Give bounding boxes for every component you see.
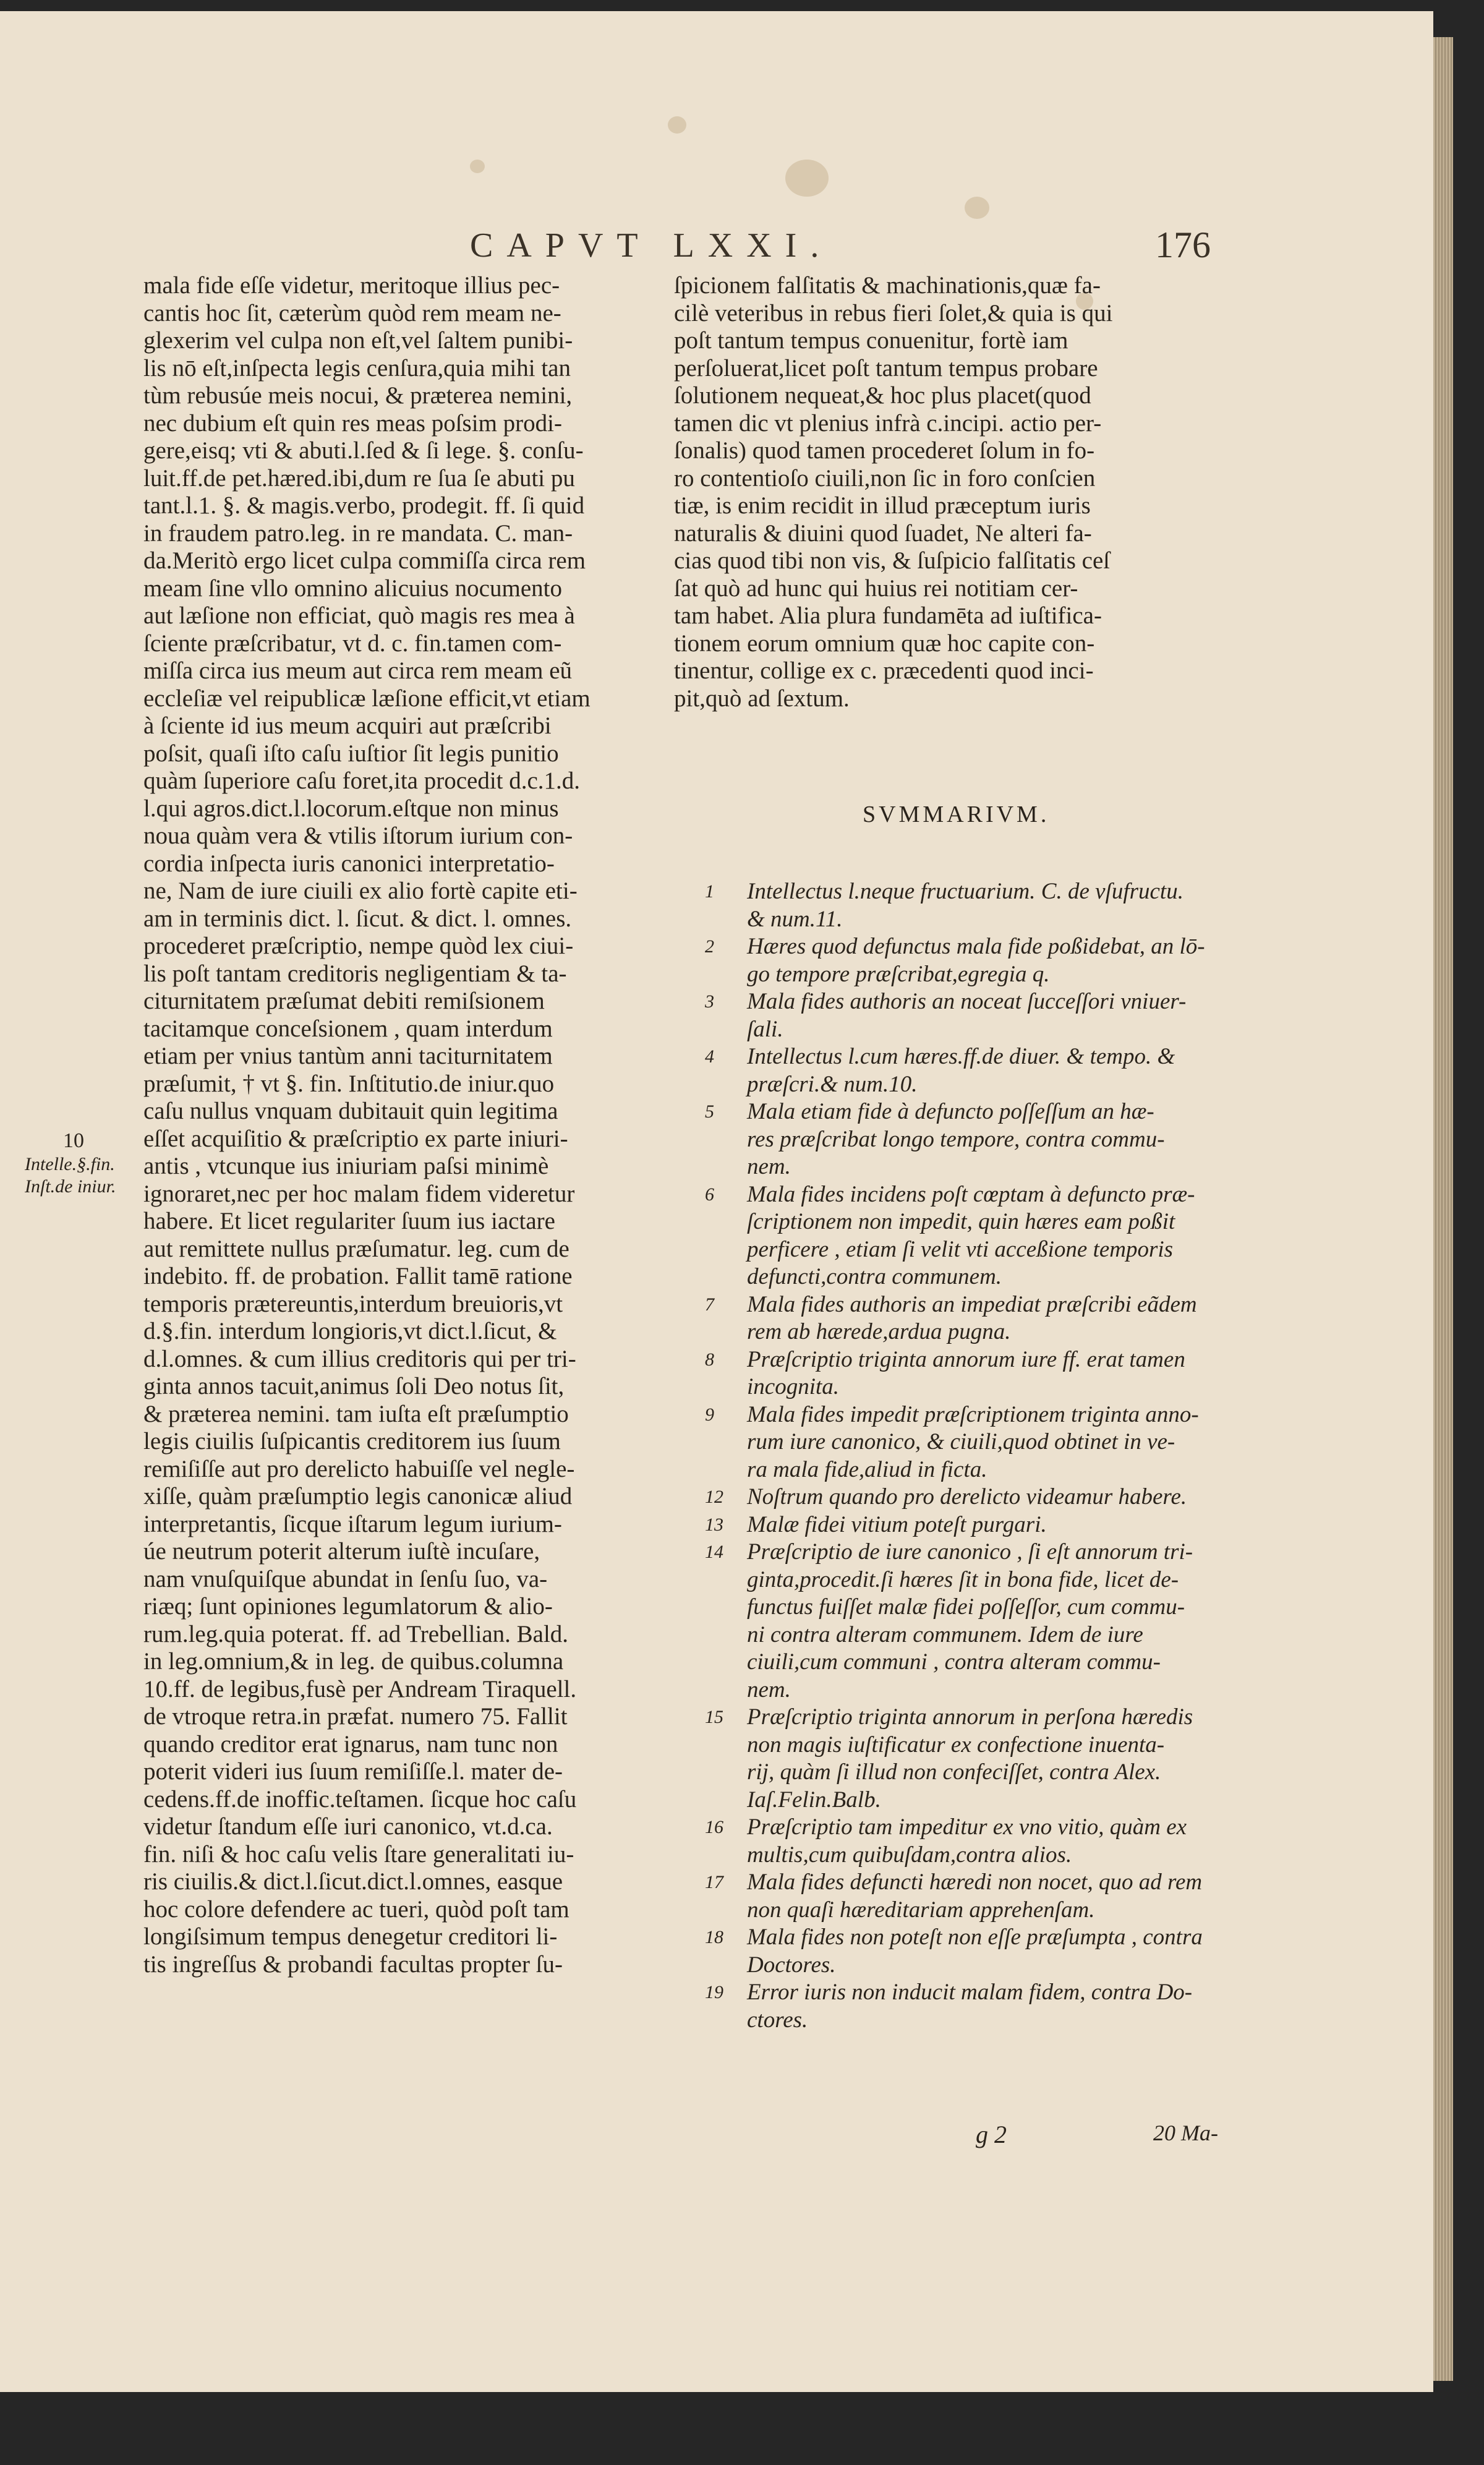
summary-entry-number: 8 xyxy=(705,1349,714,1370)
summary-entry-text xyxy=(747,1979,1249,2034)
margin-note-line: Inſt.de iniur. xyxy=(25,1176,116,1197)
summary-entry-text xyxy=(747,1098,1249,1181)
summary-entry-text xyxy=(747,1814,1249,1869)
text-line: nec dubium eſt quin res meas poſsim prodi- xyxy=(143,409,562,437)
summary-entry-text xyxy=(747,1346,1249,1401)
text-line: nam vnuſquiſque abundat in ſenſu ſuo, va- xyxy=(143,1565,548,1592)
text-line: poſt tantum tempus conuenitur, fortè iam xyxy=(674,327,1068,354)
text-line: antis , vtcunque ius iniuriam paſsi minimè xyxy=(143,1153,549,1179)
summary-entry-number: 17 xyxy=(705,1872,723,1892)
summary-entry xyxy=(705,1346,1249,1401)
text-line: tùm rebusúe meis nocui, & præterea nemini, xyxy=(143,382,573,409)
text-line: úe neutrum poterit alterum iuſtè incuſare, xyxy=(143,1538,540,1565)
summary-entry-text xyxy=(747,1181,1249,1291)
summary-entry-line: ctores. xyxy=(747,2007,808,2033)
text-line: xiſſe, quàm præſumptio legis canonicæ aliud xyxy=(143,1483,573,1510)
text-line: procederet præſcriptio, nempe quòd lex ciui- xyxy=(143,933,574,959)
summary-entry xyxy=(705,988,1249,1043)
text-line: in fraudem patro.leg. in re mandata. C. man- xyxy=(143,519,573,547)
stain xyxy=(965,197,989,219)
left-column xyxy=(143,272,663,1978)
summary-entry-line: Mala fides defuncti hæredi non nocet, quo ad rem xyxy=(747,1869,1203,1895)
text-line: perſoluerat,licet poſt tantum tempus probare xyxy=(674,354,1098,382)
summary-entry-line: non quaſi hæreditariam apprehenſam. xyxy=(747,1897,1095,1923)
signature-mark: g 2 xyxy=(976,2121,1007,2148)
text-line: habere. Et licet regulariter ſuum ius iactare xyxy=(143,1208,555,1234)
summary-entry-number: 4 xyxy=(705,1046,714,1067)
text-line: l.qui agros.dict.l.locorum.eſtque non minus xyxy=(143,795,559,822)
summary-entry-number: 19 xyxy=(705,1982,723,2002)
text-line: meam ſine vllo omnino alicuius nocumento xyxy=(143,575,562,602)
summary-entry-text xyxy=(747,933,1249,988)
summary-entry-text xyxy=(747,878,1249,933)
text-line: videtur ſtandum eſſe iuri canonico, vt.d.ca. xyxy=(143,1813,553,1840)
summary-entry-number: 15 xyxy=(705,1707,723,1727)
text-line: eccleſiæ vel reipublicæ læſione efficit,vt etiam xyxy=(143,685,591,712)
summary-entry-line: Iaſ.Felin.Balb. xyxy=(747,1787,881,1813)
text-line: ro contentioſo ciuili,non ſic in foro conſcien xyxy=(674,464,1096,492)
summary-entry-number: 1 xyxy=(705,881,714,902)
summary-entry-line: go tempore præſcribat,egregia q. xyxy=(747,961,1050,987)
text-line: luit.ff.de pet.hæred.ibi,dum re ſua ſe abuti pu xyxy=(143,464,575,492)
summary-entry xyxy=(705,933,1249,988)
text-line: ſolutionem nequeat,& hoc plus placet(quod xyxy=(674,382,1091,409)
summary-entry-text xyxy=(747,1043,1249,1098)
text-line: rum.leg.quia poterat. ff. ad Trebellian. Bald. xyxy=(143,1620,569,1647)
text-line: tionem eorum omnium quæ hoc capite con- xyxy=(674,630,1095,657)
page-number: 176 xyxy=(1155,224,1211,265)
text-line: ſpicionem falſitatis & machinationis,quæ fa- xyxy=(674,272,1101,299)
text-line: caſu nullus vnquam dubitauit quin legitima xyxy=(143,1098,558,1124)
text-line: glexerim vel culpa non eſt,vel ſaltem punibi- xyxy=(143,327,573,354)
summary-entry-line: ciuili,cum communi , contra alteram commu- xyxy=(747,1649,1161,1675)
text-line: ſciente præſcribatur, vt d. c. fin.tamen com- xyxy=(143,630,562,657)
summary-entry-text xyxy=(747,1291,1249,1346)
summary-entry-number: 9 xyxy=(705,1404,714,1425)
summary-entry-text xyxy=(747,1869,1249,1924)
text-line: tam habet. Alia plura fundamēta ad iuſtifica- xyxy=(674,602,1102,629)
text-line: aut remittete nullus præſumatur. leg. cum de xyxy=(143,1235,569,1262)
text-line: am in terminis dict. l. ſicut. & dict. l. omnes. xyxy=(143,905,572,932)
summary-entry-number: 13 xyxy=(705,1514,723,1535)
summary-entry-line: ſali. xyxy=(747,1016,783,1042)
summary-entry-line: perficere , etiam ſi velit vti acceßione temporis xyxy=(747,1236,1174,1262)
summary-entry-line: Noſtrum quando pro derelicto videamur habere. xyxy=(747,1484,1187,1510)
summary-entry-line: præſcri.& num.10. xyxy=(747,1071,918,1097)
summary-entry-line: non magis iuſtificatur ex confectione inuenta- xyxy=(747,1732,1165,1758)
summary-entry-line: Mala fides incidens poſt cœptam à defuncto præ- xyxy=(747,1181,1195,1207)
text-line: interpretantis, ſicque iſtarum legum iurium- xyxy=(143,1510,562,1537)
text-line: cantis hoc ſit, cæterùm quòd rem meam ne- xyxy=(143,299,561,327)
summary-entry-line: Mala fides impedit præſcriptionem triginta anno- xyxy=(747,1401,1199,1427)
text-line: ſat quò ad hunc qui huius rei notitiam cer- xyxy=(674,575,1078,602)
text-line: cias quod tibi non vis, & ſuſpicio falſitatis ceſ xyxy=(674,547,1111,574)
catchword: 20 Ma- xyxy=(1153,2121,1218,2145)
text-line: tant.l.1. §. & magis.verbo, prodegit. ff. ſi quid xyxy=(143,492,585,519)
summary-title: SVMMARIVM. xyxy=(863,801,1050,827)
text-line: & præterea nemini. tam iuſta eſt præſumptio xyxy=(143,1400,569,1427)
summary-entry-line: Præſcriptio triginta annorum iure ff. erat tamen xyxy=(747,1346,1185,1372)
text-line: d.§.fin. interdum longioris,vt dict.l.ſicut, & xyxy=(143,1318,557,1344)
summary-entry-number: 3 xyxy=(705,991,714,1012)
text-line: lis poſt tantam creditoris negligentiam & ta- xyxy=(143,960,567,987)
summary-entry xyxy=(705,1181,1249,1291)
summary-entry-line: ra mala fide,aliud in ficta. xyxy=(747,1456,987,1482)
text-line: quando creditor erat ignarus, nam tunc non xyxy=(143,1730,558,1758)
summary-entry-line: rij, quàm ſi illud non confeciſſet, contra Alex. xyxy=(747,1759,1161,1785)
summary-entry xyxy=(705,1098,1249,1181)
text-line: ginta annos tacuit,animus ſoli Deo notus ſit, xyxy=(143,1373,565,1399)
text-line: gere,eisq; vti & abuti.l.ſed & ſi lege. §. conſu- xyxy=(143,437,584,464)
text-line: tis ingreſſus & probandi facultas propter ſu- xyxy=(143,1950,563,1978)
page-edge xyxy=(1433,37,1453,2381)
summary-entry-line: Præſcriptio tam impeditur ex vno vitio, quàm ex xyxy=(747,1814,1187,1840)
text-line: longiſsimum tempus denegetur creditori li- xyxy=(143,1923,558,1950)
text-line: ris ciuilis.& dict.l.ſicut.dict.l.omnes, easque xyxy=(143,1868,563,1895)
summary-entry-line: Malæ fidei vitium poteſt purgari. xyxy=(747,1511,1047,1537)
summary-entry-line: Hæres quod defunctus mala fide poßidebat, an lō- xyxy=(747,934,1205,959)
summary-entry-line: nem. xyxy=(747,1677,791,1702)
summary-entry xyxy=(705,1043,1249,1098)
text-line: in leg.omnium,& in leg. de quibus.columna xyxy=(143,1648,564,1675)
stain xyxy=(668,116,686,134)
summary-entry-line: ni contra alteram communem. Idem de iure xyxy=(747,1621,1143,1647)
summary-entry-text xyxy=(747,1511,1249,1539)
text-line: ne, Nam de iure ciuili ex alio fortè capite eti- xyxy=(143,878,578,904)
summary-entry-line: Doctores. xyxy=(747,1952,836,1978)
summary-entry-number: 5 xyxy=(705,1101,714,1122)
stain xyxy=(470,160,485,173)
summary-entry xyxy=(705,1814,1249,1869)
summary-entry-line: Intellectus l.cum hæres.ff.de diuer. & tempo. & xyxy=(747,1044,1175,1069)
text-line: eſſet acquiſitio & præſcriptio ex parte iniuri- xyxy=(143,1125,568,1152)
right-column xyxy=(674,272,1243,712)
summary-entry-number: 14 xyxy=(705,1542,723,1562)
running-head: CAPVT LXXI. xyxy=(470,226,833,265)
text-line: da.Meritò ergo licet culpa commiſſa circa rem xyxy=(143,547,586,574)
text-line: citurnitatem præſumat debiti remiſsionem xyxy=(143,988,545,1014)
text-line: hoc colore defendere ac tueri, quòd poſt tam xyxy=(143,1895,569,1923)
text-line: aut læſione non efficiat, quò magis res mea à xyxy=(143,602,575,629)
text-line: naturalis & diuini quod ſuadet, Ne alteri fa- xyxy=(674,519,1092,547)
summary-entry xyxy=(705,1979,1249,2034)
summary-entry xyxy=(705,1511,1249,1539)
text-line: præſumit, † vt §. fin. Inſtitutio.de iniur.quo xyxy=(143,1070,555,1097)
summary-entry-line: Mala etiam fide à defuncto poſſeſſum an hæ- xyxy=(747,1099,1154,1124)
text-line: tiæ, is enim recidit in illud præceptum iuris xyxy=(674,492,1091,519)
text-line: pit,quò ad ſextum. xyxy=(674,685,850,712)
text-line: legis ciuilis ſuſpicantis creditorem ius ſuum xyxy=(143,1428,561,1455)
summary-entry-line: incognita. xyxy=(747,1374,840,1399)
text-line: de vtroque retra.in præfat. numero 75. Fallit xyxy=(143,1703,568,1730)
text-line: miſſa circa ius meum aut circa rem meam eũ xyxy=(143,657,573,684)
text-line: tamen dic vt plenius infrà c.incipi. actio per- xyxy=(674,409,1102,437)
text-line: ſonalis) quod tamen procederet ſolum in fo- xyxy=(674,437,1095,464)
text-line: mala fide eſſe videtur, meritoque illius pec- xyxy=(143,272,560,299)
summary-entry xyxy=(705,1539,1249,1704)
text-line: indebito. ff. de probation. Fallit tamē ratione xyxy=(143,1263,573,1289)
summary-entry-text xyxy=(747,1484,1249,1511)
summary-entry-line: nem. xyxy=(747,1154,791,1179)
summary-entry xyxy=(705,1924,1249,1979)
text-line: remiſiſſe aut pro derelicto habuiſſe vel negle- xyxy=(143,1455,575,1482)
stain xyxy=(785,160,829,197)
summary-entry-line: Præſcriptio de iure canonico , ſi eſt annorum tri- xyxy=(747,1539,1193,1565)
summary-entry xyxy=(705,1869,1249,1924)
text-line: lis nō eſt,inſpecta legis cenſura,quia mihi tan xyxy=(143,354,571,382)
summary-entry-line: rem ab hærede,ardua pugna. xyxy=(747,1319,1011,1344)
summary-entry-line: Intellectus l.neque fructuarium. C. de vſufructu. xyxy=(747,879,1183,904)
summary-entry xyxy=(705,1704,1249,1814)
summary-entry-line: & num.11. xyxy=(747,906,843,932)
summary-entry-line: ſcriptionem non impedit, quin hæres eam poßit xyxy=(747,1209,1175,1234)
summary-entry-number: 16 xyxy=(705,1817,723,1837)
summary-entry-line: Mala fides non poteſt non eſſe præſumpta , contra xyxy=(747,1925,1203,1950)
summary-entry-text xyxy=(747,1704,1249,1814)
summary-entry xyxy=(705,1401,1249,1484)
text-line: ignoraret,nec per hoc malam fidem videretur xyxy=(143,1180,575,1207)
summary-entry-line: Error iuris non inducit malam fidem, contra Do- xyxy=(747,1980,1193,2005)
summary-entry-text xyxy=(747,1401,1249,1484)
text-line: cilè veteribus in rebus fieri ſolet,& quia is qui xyxy=(674,299,1113,327)
summary-entry-line: multis,cum quibuſdam,contra alios. xyxy=(747,1842,1072,1868)
summary-entry-line: rum iure canonico, & ciuili,quod obtinet in ve- xyxy=(747,1429,1175,1455)
text-line: etiam per vnius tantùm anni taciturnitatem xyxy=(143,1043,553,1069)
summary-entry-line: res præſcribat longo tempore, contra commu- xyxy=(747,1126,1165,1152)
text-line: 10.ff. de legibus,fusè per Andream Tiraquell. xyxy=(143,1675,577,1702)
text-line: poterit videri ius ſuum remiſiſſe.l. mater de- xyxy=(143,1758,563,1785)
summary-entry-line: Mala fides authoris an noceat ſucceſſori vniuer- xyxy=(747,989,1187,1014)
summary-entry-line: ginta,procedit.ſi hæres ſit in bona fide, licet de- xyxy=(747,1566,1179,1592)
summary-entry-text xyxy=(747,988,1249,1043)
summary-entry xyxy=(705,1291,1249,1346)
summary-entry-line: functus fuiſſet malæ fidei poſſeſſor, cum commu- xyxy=(747,1594,1185,1620)
summary-entry-line: Præſcriptio triginta annorum in perſona hæredis xyxy=(747,1704,1193,1730)
text-line: fin. niſi & hoc caſu velis ſtare generalitati iu- xyxy=(143,1840,574,1868)
text-line: cordia inſpecta iuris canonici interpretatio- xyxy=(143,850,555,877)
text-line: quàm ſuperiore caſu foret,ita procedit d.c.1.d. xyxy=(143,767,581,794)
text-line: tinentur, collige ex c. præcedenti quod inci- xyxy=(674,657,1094,684)
summary-entry-number: 6 xyxy=(705,1184,714,1205)
text-line: riæq; ſunt opiniones legumlatorum & alio- xyxy=(143,1593,553,1620)
summary-entry-number: 2 xyxy=(705,936,714,957)
margin-note-line: Intelle.§.fin. xyxy=(25,1154,115,1174)
text-line: temporis prætereuntis,interdum breuioris,vt xyxy=(143,1290,563,1317)
summary-entry-text xyxy=(747,1539,1249,1704)
margin-note xyxy=(25,1129,148,1198)
text-line: noua quàm vera & vtilis iſtorum iurium con- xyxy=(143,822,573,849)
summary-entry-number: 7 xyxy=(705,1294,714,1315)
summary-entry xyxy=(705,878,1249,933)
summary-list xyxy=(705,878,1249,2034)
text-line: cedens.ff.de inoffic.teſtamen. ſicque hoc caſu xyxy=(143,1785,577,1813)
summary-entry xyxy=(705,1484,1249,1511)
summary-entry-number: 18 xyxy=(705,1927,723,1947)
summary-entry-number: 12 xyxy=(705,1487,723,1507)
text-line: à ſciente id ius meum acquiri aut præſcribi xyxy=(143,712,552,739)
text-line: d.l.omnes. & cum illius creditoris qui per tri- xyxy=(143,1345,576,1372)
margin-note-number: 10 xyxy=(63,1129,84,1152)
summary-entry-line: defuncti,contra communem. xyxy=(747,1264,1002,1289)
text-line: tacitamque conceſsionem , quam interdum xyxy=(143,1015,553,1042)
summary-entry-text xyxy=(747,1924,1249,1979)
summary-entry-line: Mala fides authoris an impediat præſcribi eãdem xyxy=(747,1291,1197,1317)
text-line: poſsit, quaſi iſto caſu iuſtior ſit legis punitio xyxy=(143,740,559,767)
